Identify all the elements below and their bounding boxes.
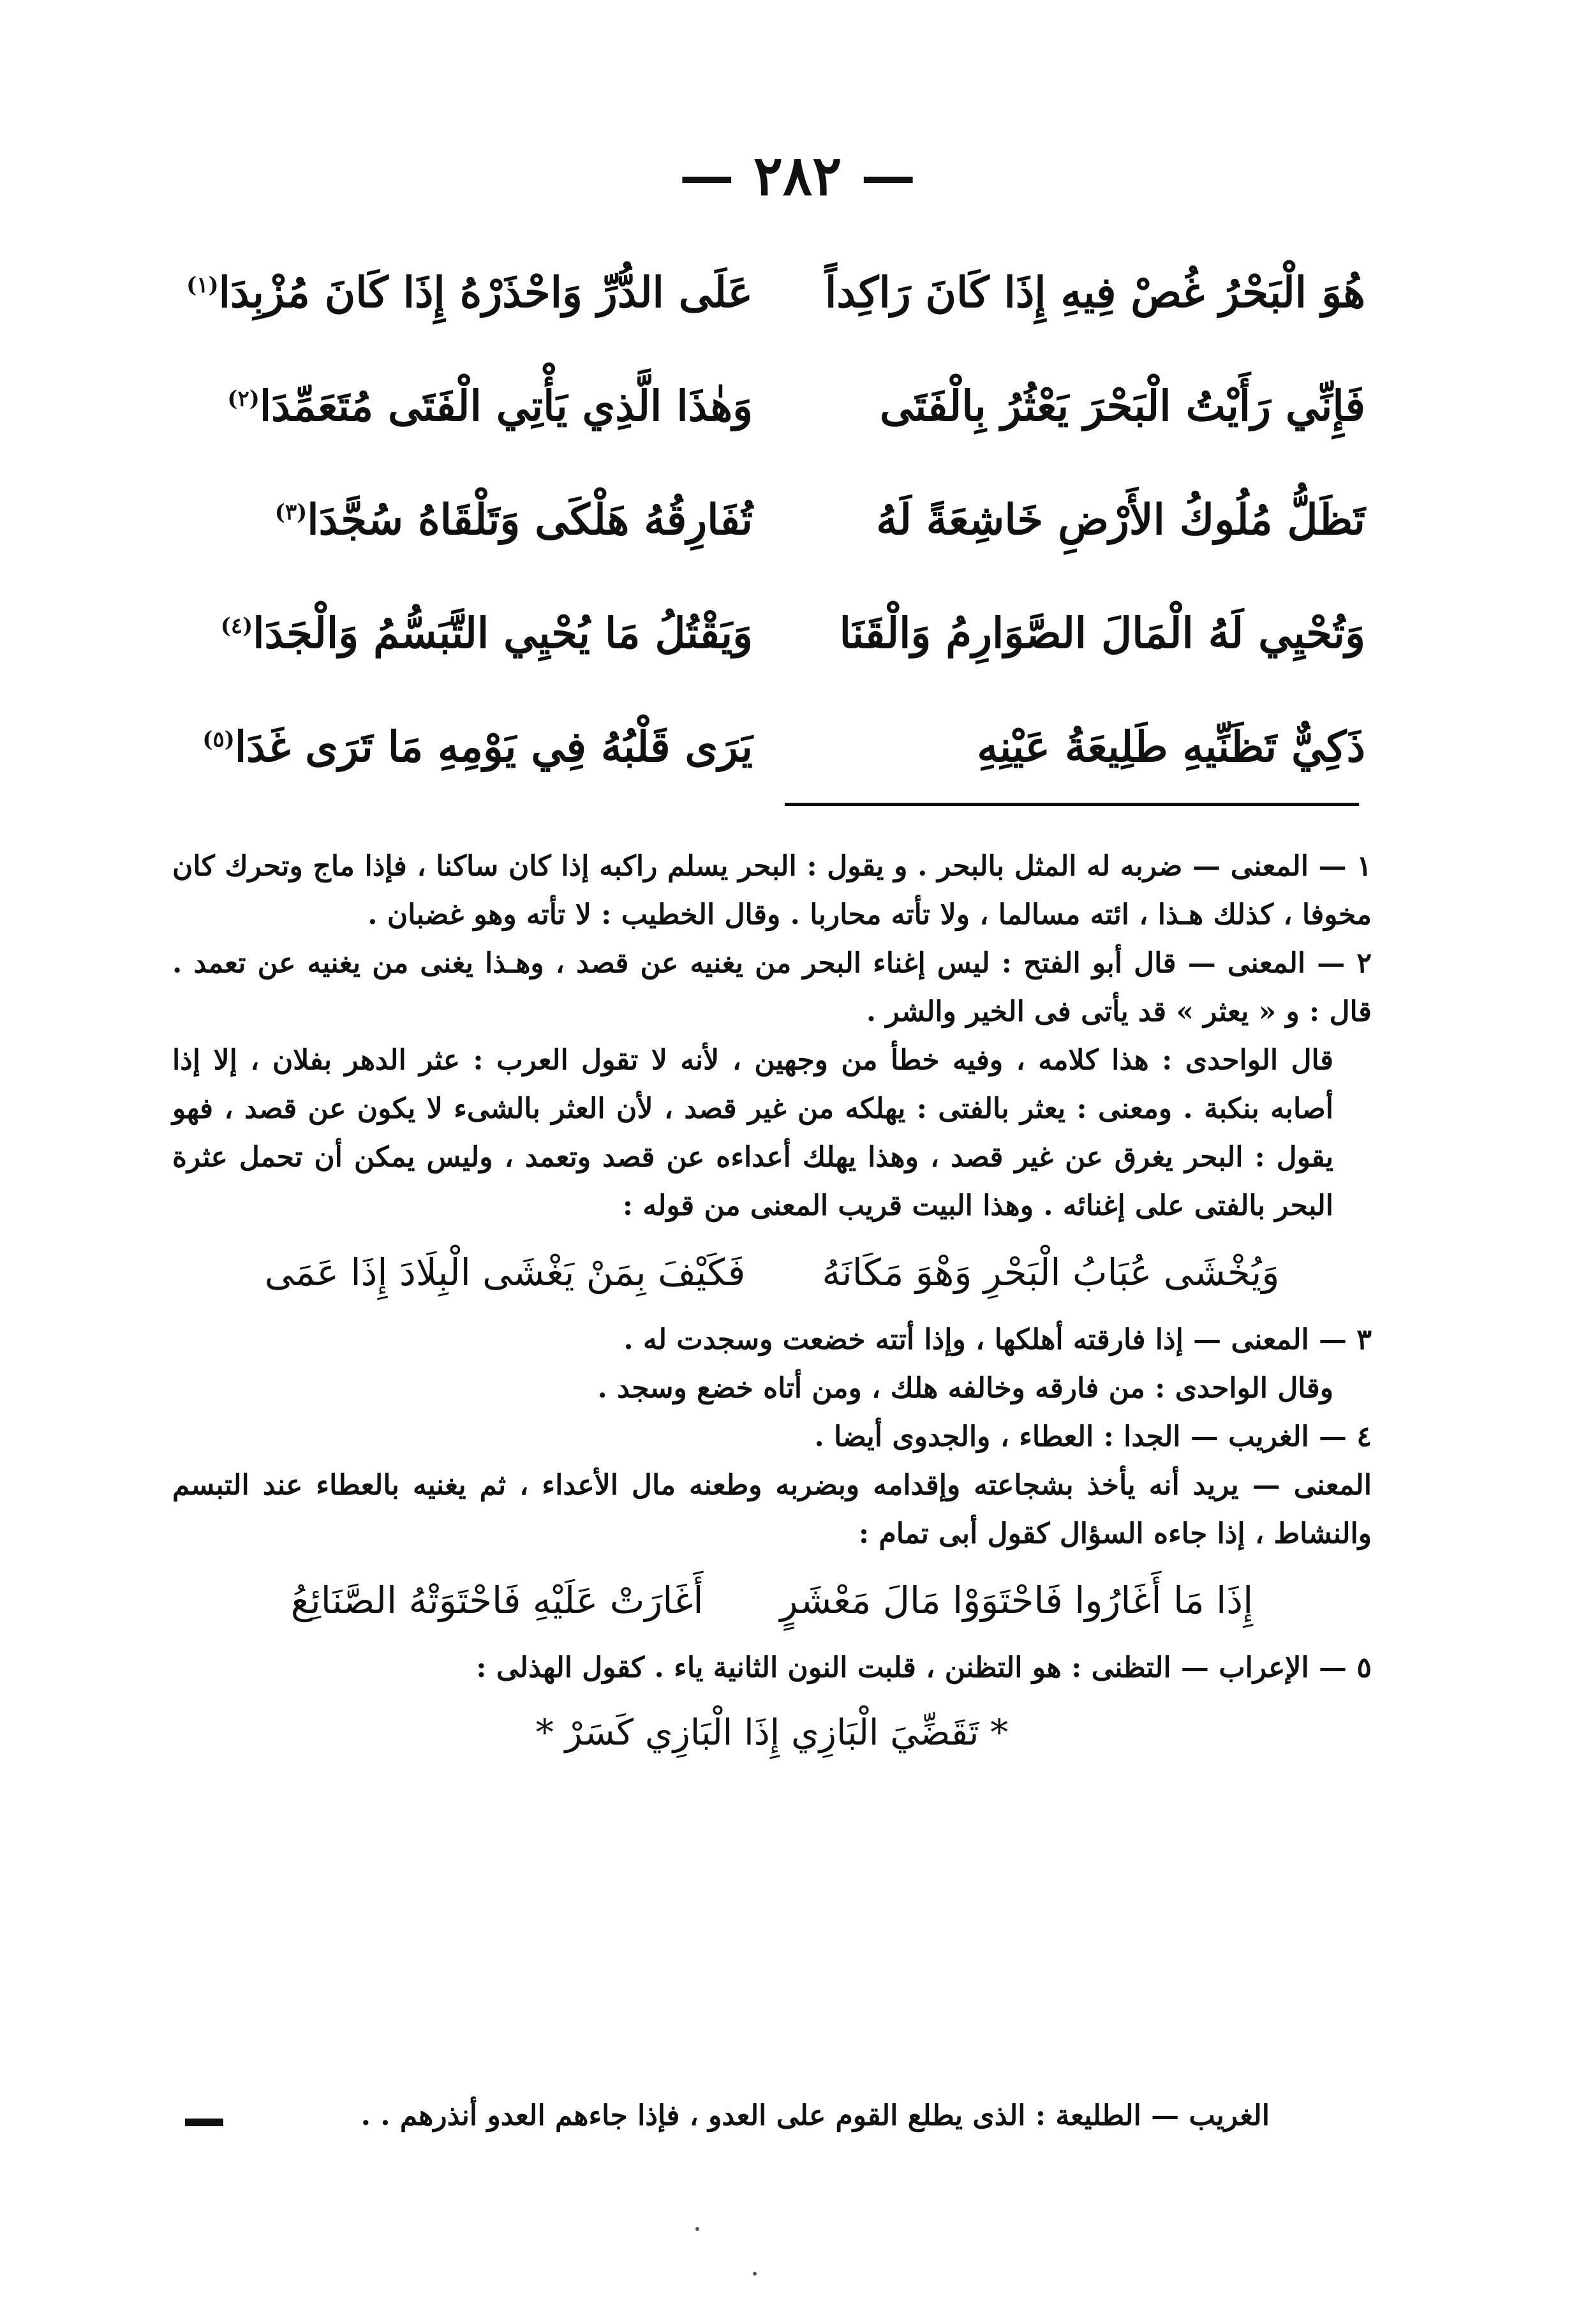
verse-line <box>179 577 1365 690</box>
footnote-3-commentary: وقال الواحدى : من فارقه وخالفه هلك ، ومن أتاه خضع وسجد . <box>597 1372 1333 1404</box>
verse-line <box>179 463 1365 577</box>
print-speck <box>753 2272 757 2276</box>
print-mark <box>185 2119 223 2126</box>
footnote-ref: (٣) <box>274 500 308 526</box>
verse-second-hemistich <box>179 495 753 545</box>
verse-first-hemistich: فَإِنِّي رَأَيْتُ الْبَحْرَ يَعْثُرُ بِالْفَتَى <box>879 381 1365 431</box>
quoted-verse-second-hemistich: أَغَارَتْ عَلَيْهِ فَاحْتَوَتْهُ الصَّنَائِعُ <box>290 1579 704 1622</box>
quoted-verse <box>172 1576 1372 1625</box>
verse-second-hemistich <box>179 608 753 659</box>
quoted-verse-first-hemistich: إِذَا مَا أَغَارُوا فَاحْتَوَوْا مَالَ مَعْشَرٍ <box>780 1579 1254 1622</box>
verse-first-hemistich: هُوَ الْبَحْرُ غُصْ فِيهِ إِذَا كَانَ رَاكِداً <box>824 267 1365 318</box>
footnote-5: ٥ — الإعراب — التظنى : هو التظنن ، قلبت النون الثانية ياء . كقول الهذلى : <box>476 1651 1372 1684</box>
verse-second-hemistich-text: تُفَارِقُهُ هَلْكَى وَتَلْقَاهُ سُجَّدَا <box>307 495 753 545</box>
verse-line <box>179 690 1365 804</box>
verse-second-hemistich-text: وَهٰذَا الَّذِي يَأْتِي الْفَتَى مُتَعَمِّدَا <box>259 381 753 431</box>
verse-second-hemistich-text: عَلَى الدُّرِّ وَاحْذَرْهُ إِذَا كَانَ مُزْبِدَا <box>218 267 753 318</box>
footnote-5-gloss: الغريب — الطليعة : الذى يطلع القوم على العدو ، فإذا جاءهم العدو أنذرهم . . <box>360 2099 1270 2132</box>
page-number: — ٢٨٢ — <box>679 144 916 208</box>
verse-second-hemistich <box>179 722 753 772</box>
footnotes <box>172 842 1372 1777</box>
verse-first-hemistich: وَتُحْيِي لَهُ الْمَالَ الصَّوَارِمُ وَالْقَنَا <box>839 608 1365 659</box>
verse-second-hemistich-text: يَرَى قَلْبُهُ فِي يَوْمِهِ مَا تَرَى غَدَا <box>234 722 753 772</box>
footnote-2-commentary: قال الواحدى : هذا كلامه ، وفيه خطأ من وجهين ، لأنه لا تقول العرب : عثر الدهر بفلان ، إلا إذا أصابه بنكبة . ومعنى : يعثر بالفتى : يهلكه من غير قصد ، لأن العثر بالشىء لا يكون عن قصد ، فهو يقول : البحر يغرق عن غير قصد ، وهذا يهلك أعداءه عن قصد وتعمد ، وليس يمكن أن تحمل عثرة البحر بالفتى على إغنائه . وهذا البيت قريب المعنى من قوله : <box>172 1044 1333 1222</box>
footnote-3: ٣ — المعنى — إذا فارقته أهلكها ، وإذا أتته خضعت وسجدت له . <box>623 1323 1372 1356</box>
footnote-ref: (٥) <box>202 727 235 753</box>
verse-first-hemistich: تَظَلُّ مُلُوكُ الأَرْضِ خَاشِعَةً لَهُ <box>876 495 1365 545</box>
verse-second-hemistich <box>179 381 753 431</box>
verse-line <box>179 350 1365 463</box>
poem-verses <box>179 236 1365 804</box>
verse-second-hemistich-text: وَيَقْتُلُ مَا يُحْيِي التَّبَسُّمُ وَالْجَدَا <box>253 608 753 659</box>
footnote-ref: (٢) <box>227 386 260 412</box>
print-speck <box>695 2227 699 2231</box>
quoted-verse <box>172 1248 1372 1297</box>
footnote-2: ٢ — المعنى — قال أبو الفتح : ليس إغناء البحر من يغنيه عن قصد ، وهـذا يغنى من يغنيه عن تعمد . قال : و « يعثر » قد يأتى فى الخير والشر . <box>172 947 1372 1028</box>
footnote-1: ١ — المعنى — ضربه له المثل بالبحر . و يقول : البحر يسلم راكبه إذا كان ساكنا ، فإذا ماج وتحرك كان مخوفا ، كذلك هـذا ، ائته مسالما ، ولا تأته محاربا . وقال الخطيب : لا تأته وهو غضبان . <box>172 850 1372 931</box>
verse-second-hemistich <box>179 267 753 318</box>
quoted-verse-second-hemistich: فَكَيْفَ بِمَنْ يَغْشَى الْبِلَادَ إِذَا عَمَى <box>264 1251 746 1294</box>
verse-line <box>179 236 1365 350</box>
footnote-4-meaning: المعنى — يريد أنه يأخذ بشجاعته وإقدامه وبضربه وطعنه مال الأعداء ، ثم يغنيه بالعطاء عند التبسم والنشاط ، إذا جاءه السؤال كقول أبى تمام : <box>172 1469 1372 1550</box>
quoted-verse-first-hemistich: وَيُخْشَى عُبَابُ الْبَحْرِ وَهْوَ مَكَانَهُ <box>822 1251 1280 1294</box>
footnote-separator <box>785 803 1359 806</box>
footnote-ref: (١) <box>186 272 219 299</box>
footnote-4: ٤ — الغريب — الجدا : العطاء ، والجدوى أيضا . <box>814 1420 1372 1453</box>
verse-first-hemistich: ذَكِيٌّ تَظَنِّيهِ طَلِيعَةُ عَيْنِهِ <box>977 722 1365 772</box>
quoted-hemistich: * تَقَضِّيَ الْبَازِي إِذَا الْبَازِي كَسَرْ * <box>535 1712 1009 1754</box>
footnote-ref: (٤) <box>220 613 253 639</box>
